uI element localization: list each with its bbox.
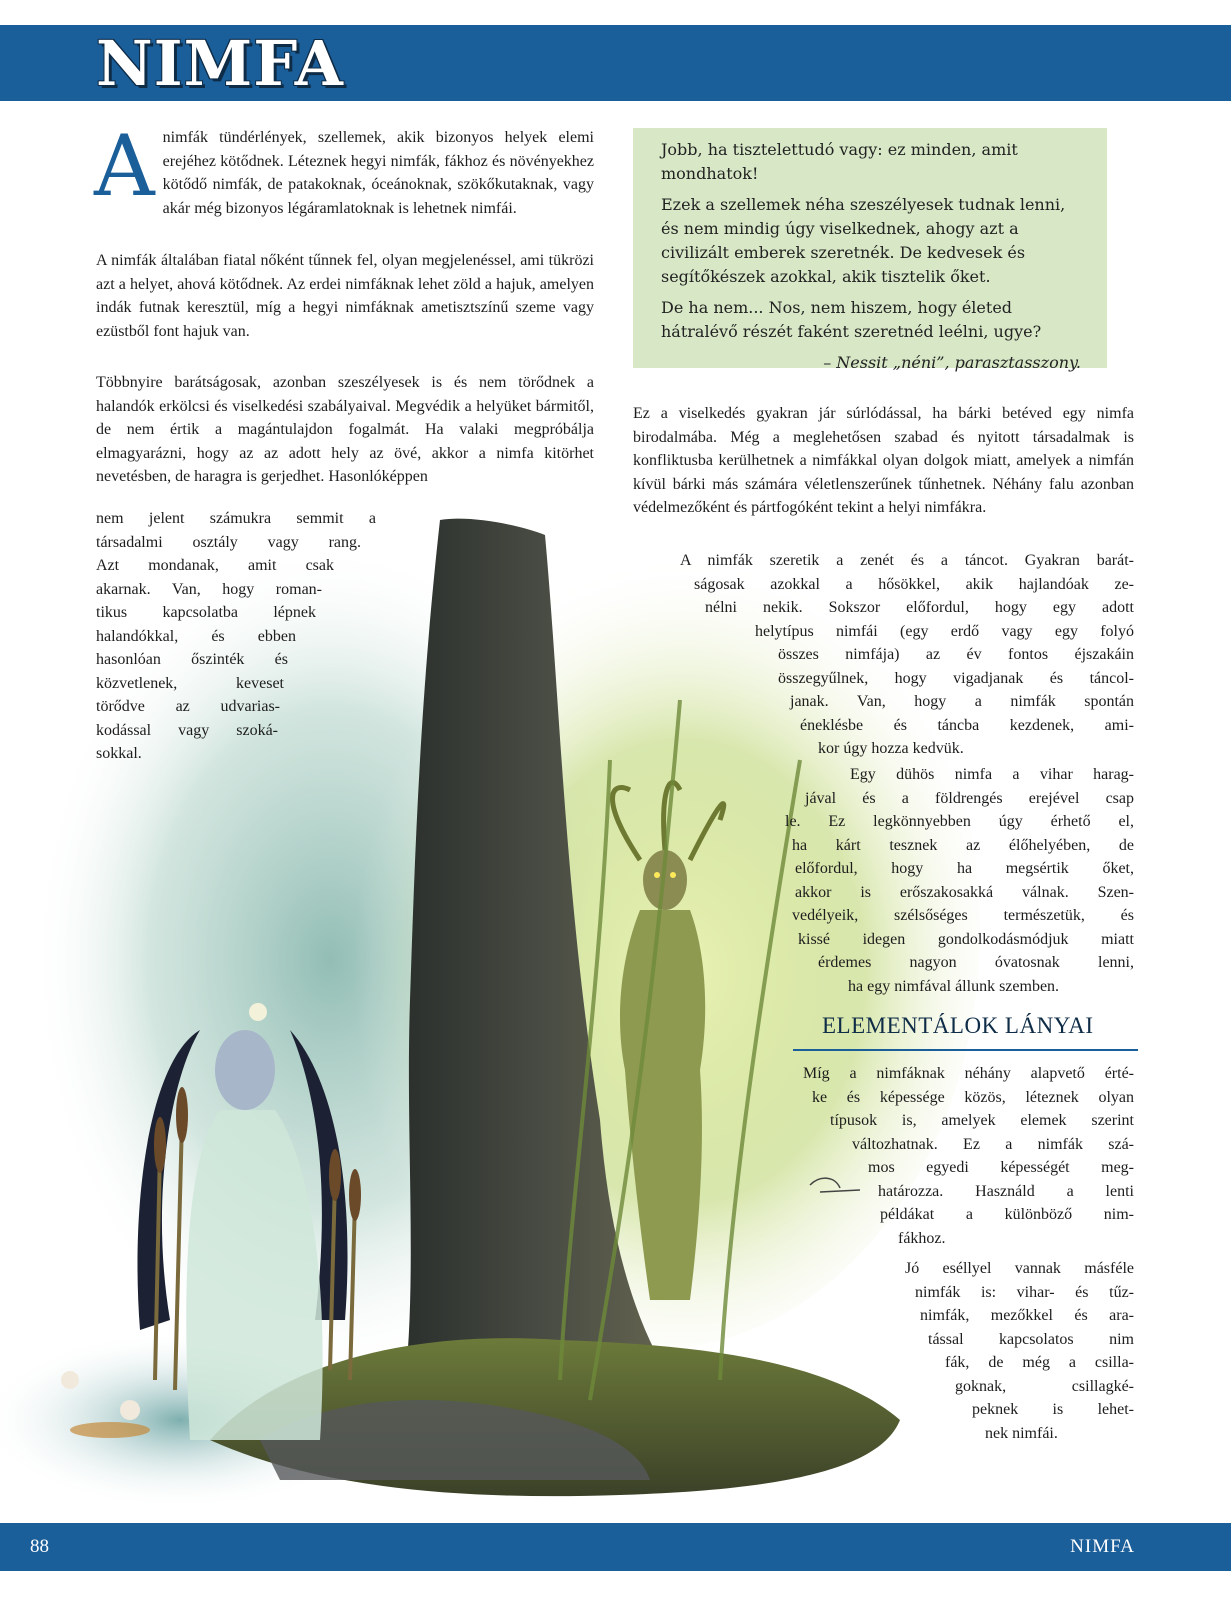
intro-paragraph-1 [94, 117, 594, 220]
wrap-line: Azt mondanak, amit csak [96, 557, 334, 574]
section-p1-line: típusok is, amelyek elemek szerint [830, 1112, 1134, 1129]
quote-attribution: – Nessit „néni”, parasztasszony. [823, 353, 1081, 372]
quote-box [633, 128, 1107, 372]
p3-line: le. Ez legkönnyebben úgy érhető el, [785, 813, 1134, 830]
section-p1-line: Míg a nimfáknak néhány alapvető érté- [803, 1065, 1134, 1082]
section-p1-line: fákhoz. [898, 1229, 946, 1247]
cattail-3 [329, 1149, 341, 1201]
lily-pads [70, 1422, 150, 1438]
wrap-line: törődve az udvarias- [96, 698, 280, 715]
right-paragraph-2 [600, 549, 1134, 761]
section-paragraph-1 [600, 1062, 1134, 1250]
section-p2-line: fák, de még a csilla- [945, 1354, 1134, 1371]
cattail-1 [154, 1117, 166, 1173]
page-number: 88 [30, 1536, 49, 1557]
wrap-line: társadalmi osztály vagy rang. [96, 533, 361, 551]
intro-paragraph-3: Többnyire barátságosak, azonban szeszélyesek is és nem törődnek a halandók erkölcsi és viselkedési szabályaival. Megvédik a helyüket bármitől, de nem értik a magántulajdon fogalmát. Ha valaki megpróbálja elmagyarázni, hogy az az adott hely az övé, akkor a nimfa kitörhet nevetésben, de haragra is gerjedhet. Hasonlóképpen [96, 374, 594, 485]
section-paragraph-2 [600, 1257, 1134, 1445]
section-p2-line: tással kapcsolatos nim [928, 1330, 1134, 1348]
drop-cap: A [94, 117, 155, 215]
section-heading: ELEMENTÁLOK LÁNYAI [822, 1013, 1094, 1038]
intro-wrap-text [96, 507, 396, 766]
wrap-line: nem jelent számukra semmit a [96, 510, 376, 527]
section-p2-line: nimfák, mezőkkel és ara- [920, 1307, 1134, 1324]
wrap-line: hasonlóan őszinték és [96, 651, 288, 668]
p2-line: janak. Van, hogy a nimfák spontán [790, 693, 1134, 710]
section-p2-line: nimfák is: vihar- és tűz- [915, 1283, 1134, 1301]
p3-line: ha kárt tesznek az élőhelyében, de [792, 836, 1134, 854]
lotus-flower-hair [249, 1003, 267, 1021]
p2-line: ságosak azokkal a hősökkel, akik hajlandóak ze- [694, 575, 1134, 593]
section-p2-line: nek nimfái. [985, 1424, 1058, 1442]
wrap-line: akarnak. Van, hogy roman- [96, 580, 322, 598]
section-p2-line: goknak, csillagké- [955, 1377, 1134, 1395]
p3-line: érdemes nagyon óvatosnak lenni, [818, 954, 1134, 971]
p2-line: kor úgy hozza kedvük. [818, 740, 964, 757]
footer-bar [0, 1523, 1231, 1571]
right-paragraph-1: Ez a viselkedés gyakran jár súrlódással, ha bárki betéved egy nimfa birodalmába. Még a meglehetősen szabad és nyitott társadalmak is konfliktusba kerülhetnek a nimfákkal olyan dolgok miatt, amelyek a nimfán kívül bárki más számára véletlenszerűnek tűnhetnek. Néhány falu azonban védelmezőként és pártfogóként tekint a helyi nimfákra. [633, 405, 1134, 516]
quote-line-2: Ezek a szellemek néha szeszélyesek tudnak lenni, és nem mindig úgy viselkednek, ahogy azt a civilizált emberek szeretnék. De kedvesek és segítőkészek azokkal, akik tisztelik őket. [661, 195, 1066, 286]
section-p1-line: változhatnak. Ez a nimfák szá- [852, 1135, 1134, 1153]
section-heading-rule [793, 1049, 1138, 1051]
intro-paragraph-2: A nimfák általában fiatal nőként tűnnek fel, olyan megjelenéssel, ami tükrözi azt a helyet, ahová kötődnek. Az erdei nimfáknak lehet zöld a hajuk, amelyen indák futnak keresztül, míg a hegyi nimfáknak ametisztszínű szeme vagy ezüstből font hajuk van. [96, 252, 594, 340]
p3-line: előfordul, hogy ha megsértik őket, [795, 860, 1134, 877]
water-lily-2 [120, 1400, 140, 1420]
wrap-line: közvetlenek, keveset [96, 674, 284, 692]
intro-text-1: nimfák tündérlények, szellemek, akik bizonyos helyek elemi erejéhez kötődnek. Léteznek hegyi nimfák, fákhoz és növényekhez kötődő nimfák, de patakoknak, óceánoknak, szökőkutaknak, vagy akár még bizonyos légáramlatoknak is lehetnek nimfái. [162, 129, 594, 217]
section-p1-line: mos egyedi képességét meg- [868, 1159, 1134, 1176]
footer-running-title: NIMFA [1070, 1536, 1135, 1557]
wrap-line: tikus kapcsolatba lépnek [96, 604, 316, 621]
page-title: NIMFA [96, 27, 344, 100]
wrap-line: halandókkal, és ebben [96, 627, 296, 645]
p2-line: összes nimfája) az év fontos éjszakáin [778, 646, 1134, 663]
p3-line: jával és a földrengés erejével csap [805, 789, 1134, 807]
p2-line: nélni nekik. Sokszor előfordul, hogy egy adott [705, 599, 1134, 616]
section-p2-line: Jó eséllyel vannak másféle [905, 1260, 1134, 1277]
section-p1-line: ke és képessége közös, léteznek olyan [812, 1088, 1134, 1106]
p2-line: helytípus nimfái (egy erdő vagy egy folyó [755, 622, 1134, 640]
water-lily-1 [61, 1371, 79, 1389]
p3-line: kissé idegen gondolkodásmódjuk miatt [798, 930, 1134, 948]
cattail-4 [349, 1169, 361, 1221]
p2-line: összegyűlnek, hogy vigadjanak és táncol- [778, 669, 1134, 687]
section-p1-line: példákat a különböző nim- [880, 1206, 1134, 1223]
wrap-line: kodással vagy szoká- [96, 721, 278, 739]
p2-line: A nimfák szeretik a zenét és a táncot. Gyakran barát- [680, 552, 1134, 569]
p3-line: Egy dühös nimfa a vihar harag- [850, 766, 1134, 783]
p2-line: éneklésbe és táncba kezdenek, ami- [800, 716, 1134, 734]
p3-line: vedélyeik, szélsőséges természetük, és [792, 907, 1134, 924]
right-paragraph-3 [600, 763, 1134, 998]
cattail-2 [176, 1087, 188, 1143]
section-p2-line: peknek is lehet- [972, 1401, 1134, 1418]
quote-line-3: De ha nem... Nos, nem hiszem, hogy életed hátralévő részét faként szeretnéd leélni, ugye? [661, 298, 1042, 341]
wrap-line: sokkal. [96, 745, 142, 762]
quote-line-1: Jobb, ha tisztelettudó vagy: ez minden, amit mondhatok! [661, 140, 1018, 183]
section-p1-line: határozza. Használd a lenti [878, 1182, 1134, 1200]
p3-line: ha egy nimfával állunk szemben. [848, 977, 1060, 995]
water-nymph-head [215, 1030, 275, 1110]
p3-line: akkor is erőszakosakká válnak. Szen- [795, 883, 1134, 901]
